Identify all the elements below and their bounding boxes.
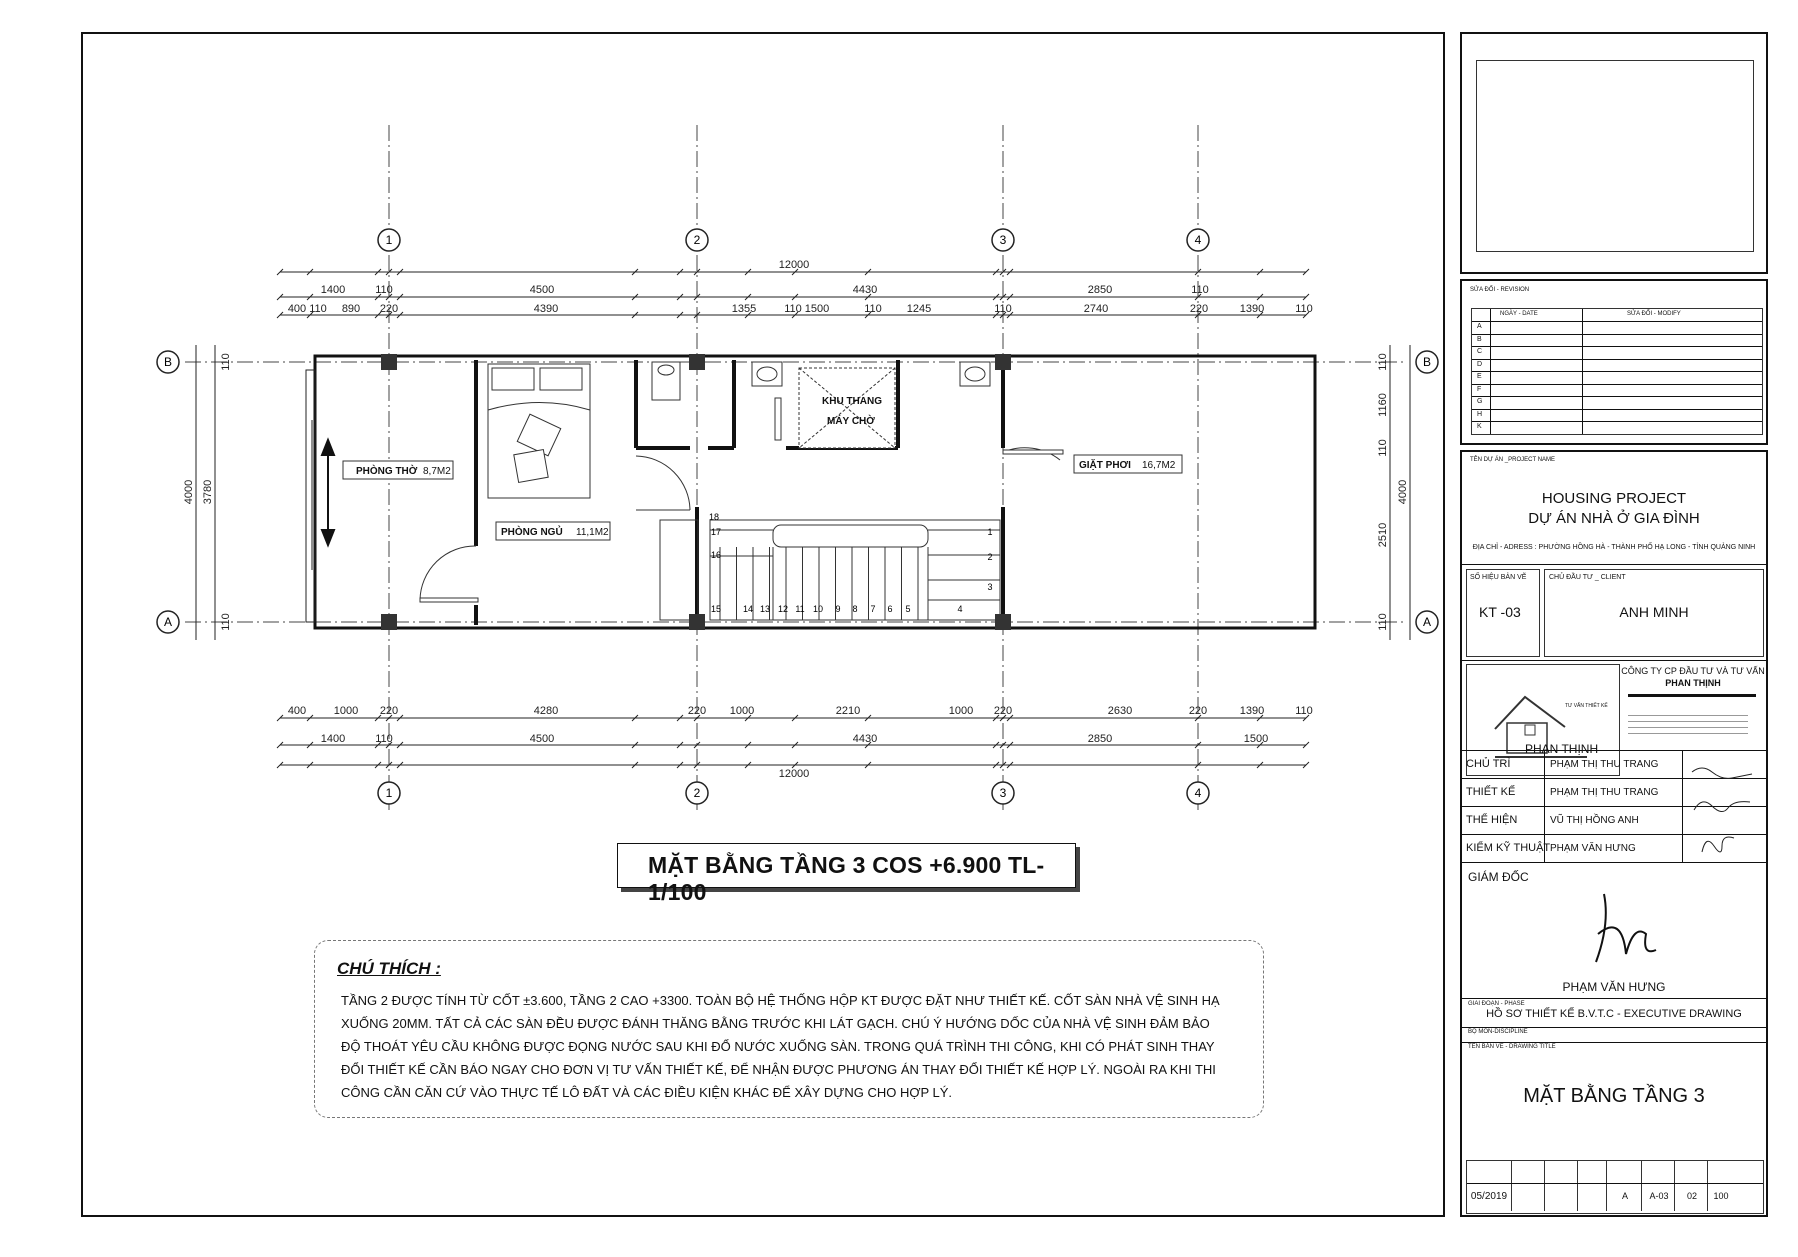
revision-row-label: E: [1477, 373, 1482, 380]
revision-row-label: G: [1477, 398, 1483, 405]
dimension-label: 220: [687, 705, 707, 717]
dimension-label: 12000: [778, 259, 810, 271]
company-name-2: PHAN THỊNH: [1665, 678, 1721, 688]
revision-row-label: K: [1477, 423, 1482, 430]
footer-cell: [1609, 1161, 1642, 1211]
client-box: [1544, 569, 1764, 657]
stair-step-number: 1: [987, 527, 993, 537]
stair-step-number: 12: [777, 604, 789, 614]
role-person: PHẠM THỊ THU TRANG: [1550, 787, 1659, 798]
stair-step-number: 4: [957, 604, 963, 614]
discipline-label: BỘ MÔN-DISCIPLINE: [1468, 1029, 1528, 1035]
revision-block: [1460, 279, 1768, 445]
project-address: ĐỊA CHỈ - ADRESS : PHƯỜNG HỒNG HÀ - THÀNH PHỐ HẠ LONG - TỈNH QUẢNG NINH: [1472, 544, 1756, 551]
dimension-label: 220: [1189, 303, 1209, 315]
stair-step-number: 13: [759, 604, 771, 614]
grid-bubble-row-label: B: [163, 355, 173, 369]
role-label: CHỦ TRÌ: [1466, 758, 1511, 770]
footer-value: A: [1621, 1191, 1628, 1201]
dimension-label: 220: [1188, 705, 1208, 717]
stair-step-number: 11: [795, 604, 805, 614]
dimension-label: 4500: [529, 733, 555, 745]
dimension-label: 2850: [1087, 284, 1113, 296]
footer-cell: [1677, 1161, 1708, 1211]
revision-row-label: B: [1477, 335, 1482, 343]
footer-cell: [1710, 1161, 1732, 1211]
drawing-title: MẶT BẰNG TẦNG 3 COS +6.900 TL-1/100: [648, 852, 1045, 905]
drawing-title-box: [617, 843, 1076, 905]
role-label: KIỂM KỸ THUẬT: [1466, 842, 1551, 854]
room-labels: [343, 396, 1182, 540]
drawing-number: KT -03: [1479, 604, 1521, 620]
role-person: PHẠM VĂN HƯNG: [1550, 843, 1636, 854]
footer-cell: [1514, 1161, 1545, 1211]
altar-arrows: [322, 440, 334, 545]
revision-col-modify: SỬA ĐỔI - MODIFY: [1627, 311, 1681, 317]
dimension-label: 110: [1295, 303, 1313, 315]
dimension-label: 220: [379, 705, 399, 717]
dimension-label: 2210: [835, 705, 861, 717]
drawing-number-box: [1466, 569, 1540, 657]
grid-bubble-row-label: B: [1422, 355, 1432, 369]
signatures-small: [1684, 752, 1764, 860]
dimension-label: 1160: [1377, 393, 1389, 417]
stair-step-number: 18: [708, 512, 720, 522]
dimension-label: 2850: [1087, 733, 1113, 745]
grid-bubble-col-label: 3: [999, 233, 1007, 247]
dimension-label: 1400: [320, 284, 346, 296]
titleblock-main: [1460, 450, 1768, 1217]
grid-bubble-col-label: 4: [1194, 233, 1202, 247]
dimension-label: 1245: [906, 303, 932, 315]
dimension-label: 110: [375, 733, 393, 745]
drawing-number-label: SỐ HIỆU BẢN VẼ: [1470, 574, 1527, 581]
role-person: PHẠM THỊ THU TRANG: [1550, 759, 1659, 770]
stamp-area: [1476, 60, 1754, 252]
sheet-title: MẶT BẰNG TẦNG 3: [1523, 1085, 1705, 1107]
dimension-label: 2510: [1377, 522, 1389, 548]
dimension-ticks: [277, 269, 1309, 768]
stair-step-number: 15: [710, 604, 722, 614]
stair-step-number: 7: [870, 604, 876, 614]
room-name-laundry: GIẶT PHƠI: [1079, 460, 1131, 471]
room-name-altar: PHÒNG THỜ: [356, 466, 418, 477]
dimension-label: 220: [993, 705, 1013, 717]
dimension-label: 1390: [1239, 303, 1265, 315]
sanitary-fixtures: [652, 362, 990, 448]
dimension-label: 110: [1377, 613, 1389, 631]
phase-label: GIAI ĐOẠN - PHASE: [1468, 1001, 1525, 1007]
revision-col-date: NGÀY - DATE: [1500, 311, 1538, 317]
dimension-label: 110: [220, 613, 232, 631]
client-label: CHỦ ĐẦU TƯ _ CLIENT: [1549, 574, 1626, 581]
director-signature: [1582, 884, 1662, 974]
room-area-bedroom: 11,1M2: [576, 527, 609, 538]
grid-bubble-col-label: 3: [999, 786, 1007, 800]
dimension-label: 1000: [729, 705, 755, 717]
stair-step-number: 9: [835, 604, 841, 614]
footer-value: 02: [1686, 1191, 1697, 1201]
director-name: PHẠM VĂN HƯNG: [1562, 980, 1666, 994]
dimension-label: 1390: [1239, 705, 1265, 717]
stair-step-number: 16: [710, 550, 722, 560]
sheet-title-label: TÊN BẢN VẼ - DRAWING TITLE: [1468, 1044, 1556, 1050]
dimension-label: 110: [864, 303, 882, 315]
grid-bubble-col-label: 2: [693, 786, 701, 800]
dimension-label: 1000: [948, 705, 974, 717]
project-label: TÊN DỰ ÁN _PROJECT NAME: [1470, 457, 1556, 463]
titleblock-stamp-frame: [1460, 32, 1768, 274]
footer-table: [1466, 1160, 1764, 1214]
stair-step-number: 5: [905, 604, 911, 614]
role-person: VŨ THỊ HỒNG ANH: [1550, 815, 1639, 826]
stair-step-number: 14: [742, 604, 754, 614]
dimension-label: 4000: [1397, 479, 1409, 505]
dimension-label: 110: [994, 303, 1012, 315]
project-name-vi: DỰ ÁN NHÀ Ở GIA ĐÌNH: [1528, 510, 1700, 527]
dimension-label: 400: [287, 705, 307, 717]
stair-step-number: 3: [987, 582, 993, 592]
room-area-altar: 8,7M2: [423, 466, 451, 477]
grid-bubble-row-label: A: [1422, 615, 1432, 629]
stair-step-number: 10: [812, 604, 824, 614]
revision-row-label: F: [1477, 385, 1482, 393]
stair-step-number: 6: [887, 604, 893, 614]
grid-bubble-col-label: 4: [1194, 786, 1202, 800]
dimension-label: 110: [1295, 705, 1313, 717]
revision-header: SỬA ĐỔI - REVISION: [1470, 287, 1530, 293]
footer-cell: [1467, 1161, 1512, 1211]
phase-value: HỒ SƠ THIẾT KẾ B.V.T.C - EXECUTIVE DRAWING: [1486, 1008, 1742, 1020]
footer-cell: [1580, 1161, 1607, 1211]
dimension-label: 1500: [1243, 733, 1269, 745]
role-label: THỂ HIỆN: [1466, 814, 1518, 826]
dimension-label: 110: [220, 353, 232, 371]
dimension-label: 110: [1377, 439, 1389, 457]
footer-cell: [1547, 1161, 1578, 1211]
revision-row-label: D: [1477, 360, 1483, 368]
notes-box: [314, 940, 1264, 1118]
company-address-lines: [1628, 710, 1748, 739]
logo-name: PHAN THỊNH: [1525, 742, 1599, 756]
dimension-label: 12000: [778, 768, 810, 780]
notes-body: TẦNG 2 ĐƯỢC TÍNH TỪ CỐT ±3.600, TẦNG 2 CAO +3300. TOÀN BỘ HỆ THỐNG HỘP KT ĐƯỢC ĐẶT NHƯ THIẾT KẾ. CỐT SÀN NHÀ VỆ SINH HẠ XUỐNG 20MM. TẤT CẢ CÁC SÀN ĐỀU ĐƯỢC ĐÁNH THĂNG BẰNG TRƯỚC KHI LÁT GẠCH. CHÚ Ý HƯỚNG DỐC CỦA NHÀ VỆ SINH ĐẢM BẢO ĐỘ THOÁT YÊU CẦU KHÔNG ĐƯỢC ĐỌNG NƯỚC SAU KHI ĐỔ NƯỚC XUỐNG SÀN. TRONG QUÁ TRÌNH THI CÔNG, KHI CÓ PHÁT SINH THAY ĐỔI THIẾT KẾ CẦN BÁO NGAY CHO ĐƠN VỊ TƯ VẤN THIẾT KẾ, ĐỂ NHẬN ĐƯỢC PHƯƠNG ÁN THAY ĐỔI THIẾT KẾ HỢP LÝ. NGOÀI RA KHI THI CÔNG CẦN CĂN CỨ VÀO THỰC TẾ LÔ ĐẤT VÀ CÁC ĐIỀU KIỆN KHÁC ĐỂ XÂY DỰNG CHO HỢP LÝ.: [341, 993, 1220, 1100]
dimension-label: 1400: [320, 733, 346, 745]
dimension-label: 3780: [202, 479, 214, 505]
dimension-label: 1000: [333, 705, 359, 717]
dimension-label: 4430: [852, 733, 878, 745]
elevator-label-1: KHU THANG: [822, 396, 882, 407]
grid-bubble-row-label: A: [163, 615, 173, 629]
grid-bubble-col-label: 1: [385, 786, 393, 800]
dimension-label: 2740: [1083, 303, 1109, 315]
revision-row-label: C: [1477, 348, 1483, 355]
stair-step-number: 2: [987, 552, 993, 562]
dimension-label: 4390: [533, 303, 559, 315]
footer-value: 05/2019: [1470, 1191, 1508, 1202]
revision-row-label: H: [1477, 410, 1483, 418]
dimension-label: 110: [309, 303, 327, 315]
elevator-label-2: MÁY CHỜ: [827, 416, 875, 427]
grid-bubble-col-label: 2: [693, 233, 701, 247]
dimension-label: 4430: [852, 284, 878, 296]
dimension-label: 110: [1377, 353, 1389, 371]
director-label: GIÁM ĐỐC: [1468, 870, 1529, 884]
stair-step-number: 17: [710, 527, 722, 537]
dimension-label: 2630: [1107, 705, 1133, 717]
stair-step-number: 8: [852, 604, 858, 614]
dimension-label: 4280: [533, 705, 559, 717]
dimension-label: 1500: [804, 303, 830, 315]
client-name: ANH MINH: [1619, 604, 1689, 620]
logo-caption: TƯ VẤN THIẾT KẾ: [1565, 703, 1608, 709]
stair-numbers: [709, 512, 993, 614]
dimension-label: 110: [1191, 284, 1209, 296]
dimension-label: 890: [341, 303, 361, 315]
company-name-1: CÔNG TY CP ĐẦU TƯ VÀ TƯ VẤN: [1621, 666, 1765, 676]
room-name-bedroom: PHÒNG NGỦ: [501, 527, 563, 538]
footer-cell: [1644, 1161, 1675, 1211]
footer-value: 100: [1713, 1191, 1729, 1201]
room-area-laundry: 16,7M2: [1142, 460, 1176, 471]
dimension-label: 4500: [529, 284, 555, 296]
bed: [488, 364, 590, 498]
notes-title: CHÚ THÍCH :: [337, 959, 441, 978]
dimension-label: 110: [375, 284, 393, 296]
revision-row-label: A: [1477, 323, 1482, 330]
grid-bubble-col-label: 1: [385, 233, 393, 247]
dimension-label: 4000: [183, 479, 195, 505]
dimension-label: 220: [379, 303, 399, 315]
role-label: THIẾT KẾ: [1466, 786, 1516, 798]
dimension-label: 110: [784, 303, 802, 315]
dimension-label: 1355: [731, 303, 757, 315]
revision-table: [1471, 308, 1763, 435]
project-name-en: HOUSING PROJECT: [1541, 490, 1687, 507]
dimension-label: 400: [287, 303, 307, 315]
footer-value: A-03: [1649, 1191, 1669, 1201]
dimension-lines: [196, 272, 1410, 765]
